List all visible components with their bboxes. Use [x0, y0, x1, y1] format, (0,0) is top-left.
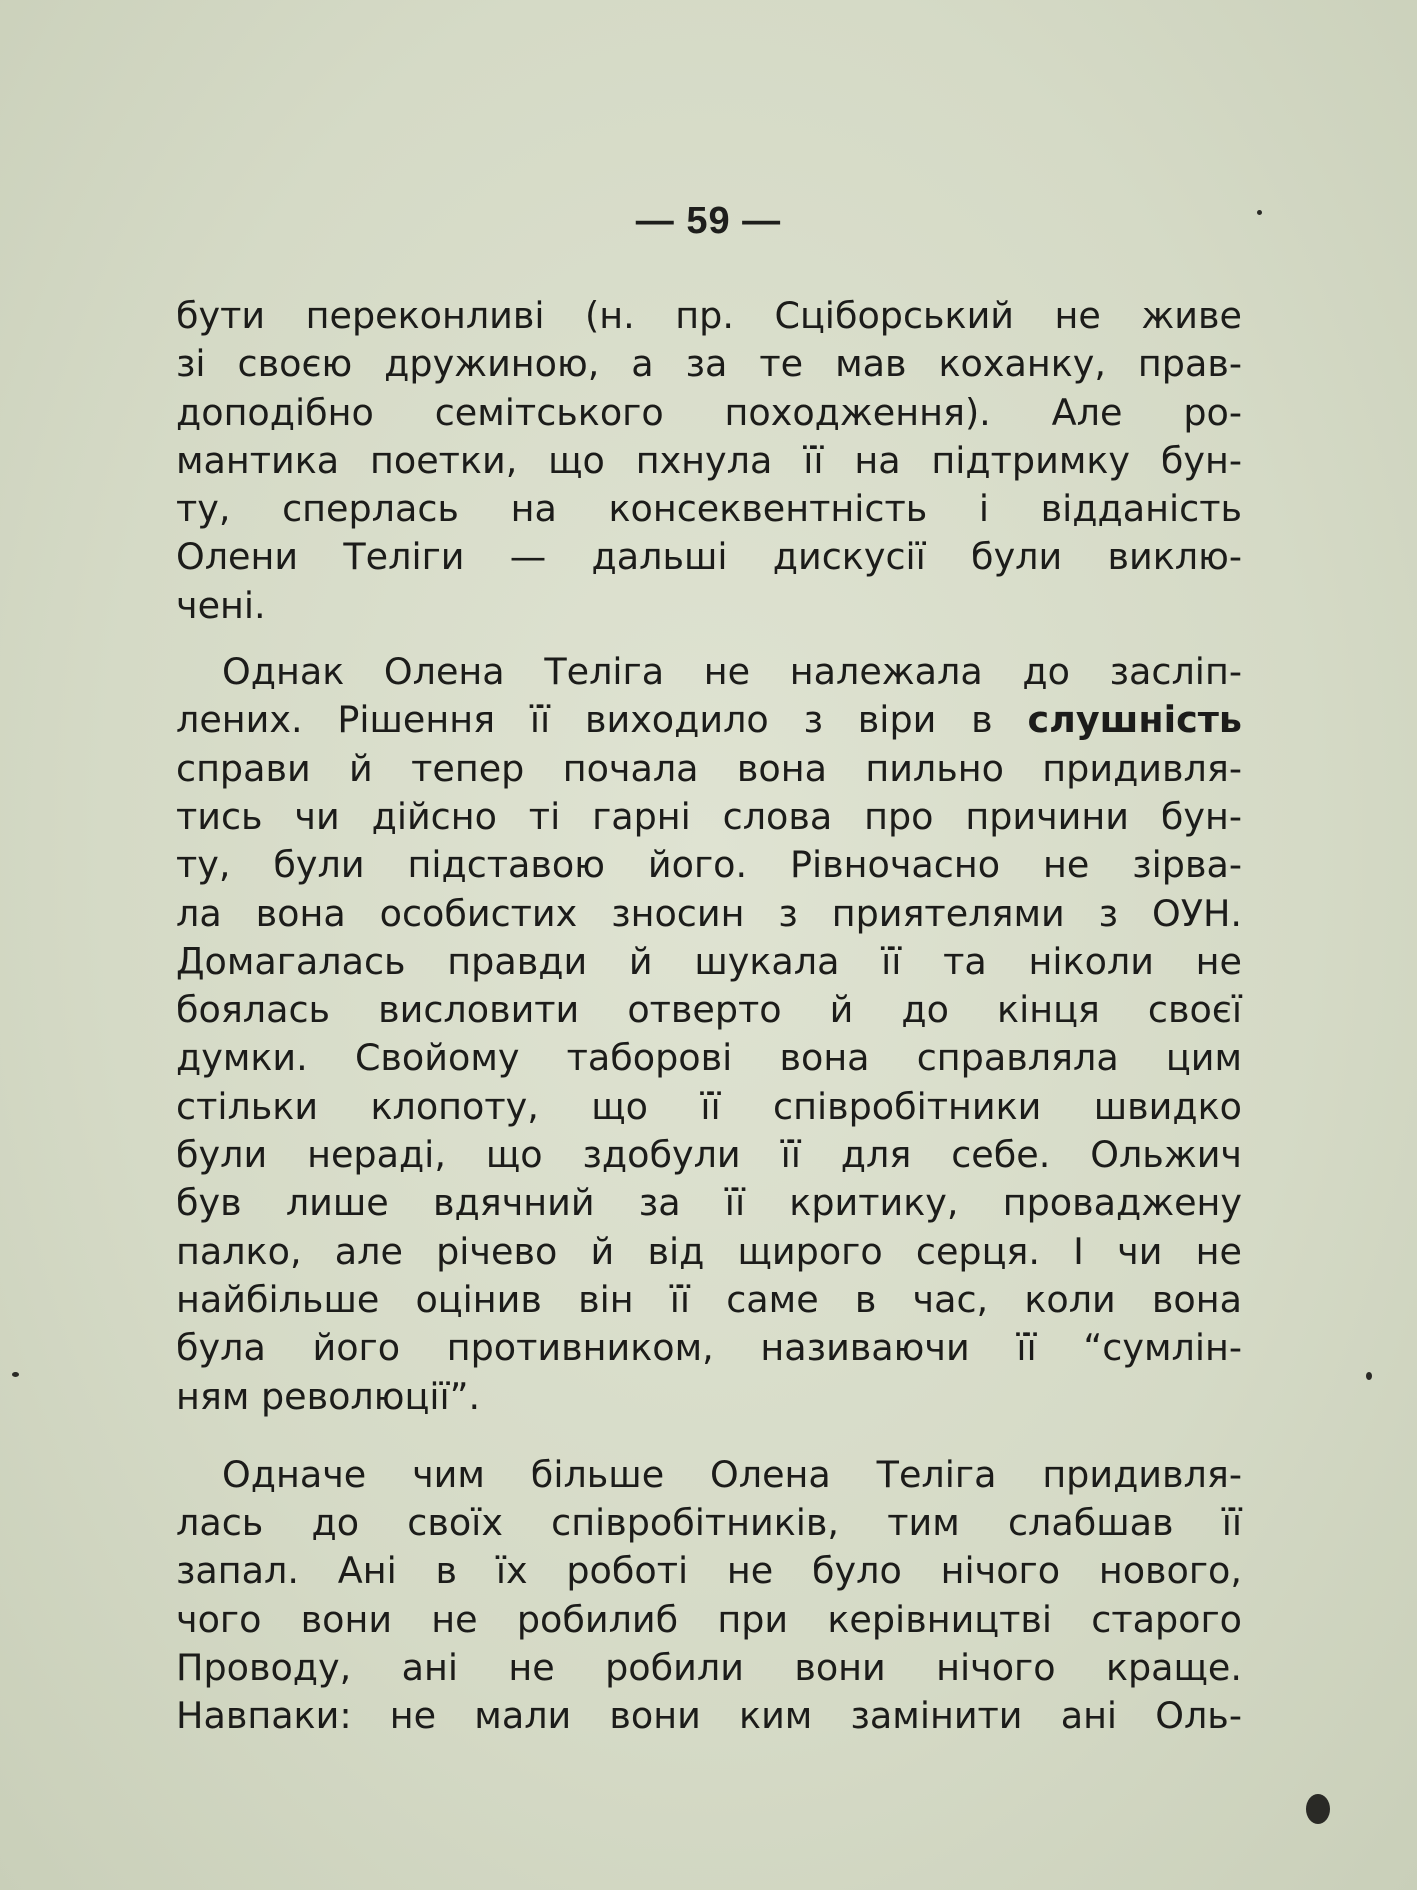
text-line: Однак Олена Теліга не належала до засліп- — [222, 650, 1242, 694]
text-line: найбільше оцінив він її саме в час, коли вона — [176, 1277, 1242, 1321]
page-number: — 59 — — [635, 200, 782, 242]
text-line: ту, були підставою його. Рівночасно не зірва- — [176, 843, 1242, 887]
text-line: зі своєю дружиною, а за те мав коханку, прав- — [176, 342, 1242, 386]
text-line: мантика поетки, що пхнула її на підтримку бун- — [176, 438, 1242, 482]
text-line: чого вони не робилиб при керівництві старого — [176, 1597, 1242, 1641]
text-line: запал. Ані в їх роботі не було нічого нового, — [176, 1549, 1242, 1593]
text-line: справи й тепер почала вона пильно придивля- — [176, 746, 1242, 790]
text-line: тись чи дійсно ті гарні слова про причини бун- — [176, 794, 1242, 838]
text-line: ту, сперлась на консеквентність і відданість — [176, 487, 1242, 531]
text-line: Домагалась правди й шукала її та ніколи не — [176, 939, 1242, 983]
text-line: Навпаки: не мали вони ким замінити ані Оль- — [176, 1694, 1242, 1738]
text-line: Олени Теліги — дальші дискусії були виклю- — [176, 535, 1242, 579]
text-line: була його противником, називаючи її “сумлін- — [176, 1326, 1242, 1370]
text-line: боялась висловити отверто й до кінця своєї — [176, 988, 1242, 1032]
bold-word: слушність — [1027, 698, 1242, 742]
ink-spot — [1306, 1794, 1330, 1824]
text-line: Одначе чим більше Олена Теліга придивля- — [222, 1452, 1242, 1496]
text-line: стільки клопоту, що її співробітники швидко — [176, 1084, 1242, 1128]
ink-speck — [12, 1372, 19, 1377]
text-line: був лише вдячний за її критику, проваджену — [176, 1181, 1242, 1225]
text-line: ла вона особистих зносин з приятелями з ОУН. — [176, 891, 1242, 935]
paragraph-3 — [176, 1451, 1242, 1741]
text-line: думки. Свойому таборові вона справляла цим — [176, 1036, 1242, 1080]
text-line: ням революції”. — [176, 1374, 481, 1418]
text-line: лась до своїх співробітників, тим слабшав її — [176, 1501, 1242, 1545]
text-line: Проводу, ані не робили вони нічого краще. — [176, 1646, 1242, 1690]
ink-speck — [1257, 210, 1262, 215]
text-line: були нераді, що здобули її для себе. Ольжич — [176, 1133, 1242, 1177]
ink-speck — [1366, 1372, 1372, 1380]
text-fragment: лених. Рішення її виходило з віри в — [176, 698, 1028, 742]
text-line: палко, але річево й від щирого серця. І чи не — [176, 1229, 1242, 1273]
paragraph-1 — [176, 292, 1242, 630]
body-text — [176, 292, 1242, 1741]
text-line-with-bold — [176, 696, 1242, 744]
text-line: доподібно семітського походження). Але ро- — [176, 390, 1242, 434]
text-line: чені. — [176, 583, 266, 627]
paragraph-2 — [176, 648, 1242, 1421]
text-line: бути переконливі (н. пр. Сціборський не живе — [176, 294, 1242, 337]
